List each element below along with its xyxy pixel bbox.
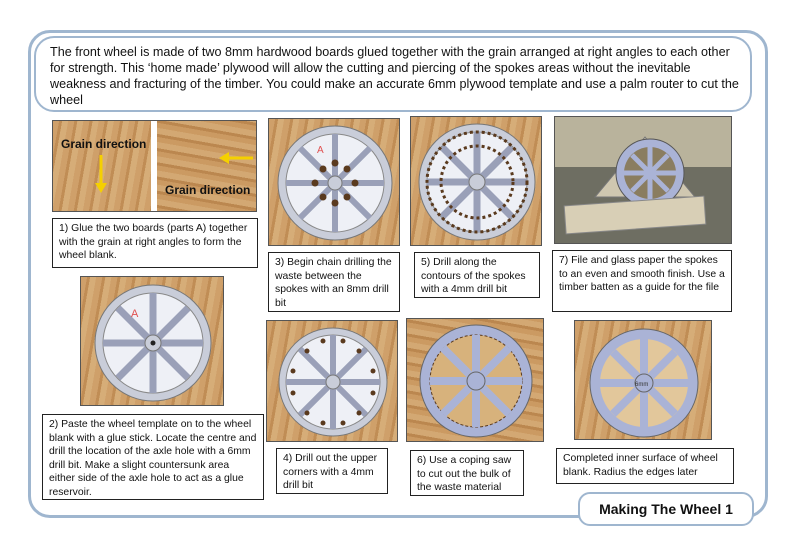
photo-grain-boards: [52, 120, 257, 212]
intro-text: The front wheel is made of two 8mm hardwood boards glued together with the grain arranged at right angles to each other for strength. This ‘home made’ plywood will allow the cutting and piercing of the spokes areas without the inevitable weakness and fracturing of the timber. You could make an accurate 6mm plywood template and use a palm router to cut the wheel: [34, 36, 752, 112]
part-label: A: [317, 145, 324, 156]
photo-chain-drilling: [268, 118, 400, 246]
grain-direction-label-right: Grain direction: [165, 183, 251, 197]
photo-drill-upper-corners: [266, 320, 398, 442]
photo-template-pasted: [80, 276, 224, 406]
arrow-left-icon: [219, 151, 253, 165]
caption-step7: 7) File and glass paper the spokes to an even and smooth finish. Use a timber batten as a guide for the file: [552, 250, 732, 312]
photo-drill-contours: [410, 116, 542, 246]
caption-step5: 5) Drill along the contours of the spokes with a 4mm drill bit: [414, 252, 540, 298]
part-label: A: [131, 308, 139, 320]
hole-size-label: 6mm: [635, 382, 649, 388]
photo-completed-wheel: [574, 320, 712, 440]
caption-step4: 4) Drill out the upper corners with a 4mm drill bit: [276, 448, 388, 494]
caption-step2: 2) Paste the wheel template on to the wheel blank with a glue stick. Locate the centre and drill the location of the axle hole with a 6mm drill bit. Make a slight countersunk area either side of the axle hole to act as a glue reservoir.: [42, 414, 264, 500]
photo-file-spokes: [554, 116, 732, 244]
grain-direction-label-left: Grain direction: [61, 137, 147, 151]
caption-step3: 3) Begin chain drilling the waste between the spokes with an 8mm drill bit: [268, 252, 400, 312]
arrow-down-icon: [93, 155, 109, 195]
caption-step6: 6) Use a coping saw to cut out the bulk of the waste material: [410, 450, 524, 496]
photo-coping-saw: [406, 318, 544, 442]
caption-completed: Completed inner surface of wheel blank. Radius the edges later: [556, 448, 734, 484]
page-title: Making The Wheel 1: [578, 492, 754, 526]
caption-step1: 1) Glue the two boards (parts A) together with the grain at right angles to form the wheel blank.: [52, 218, 258, 268]
